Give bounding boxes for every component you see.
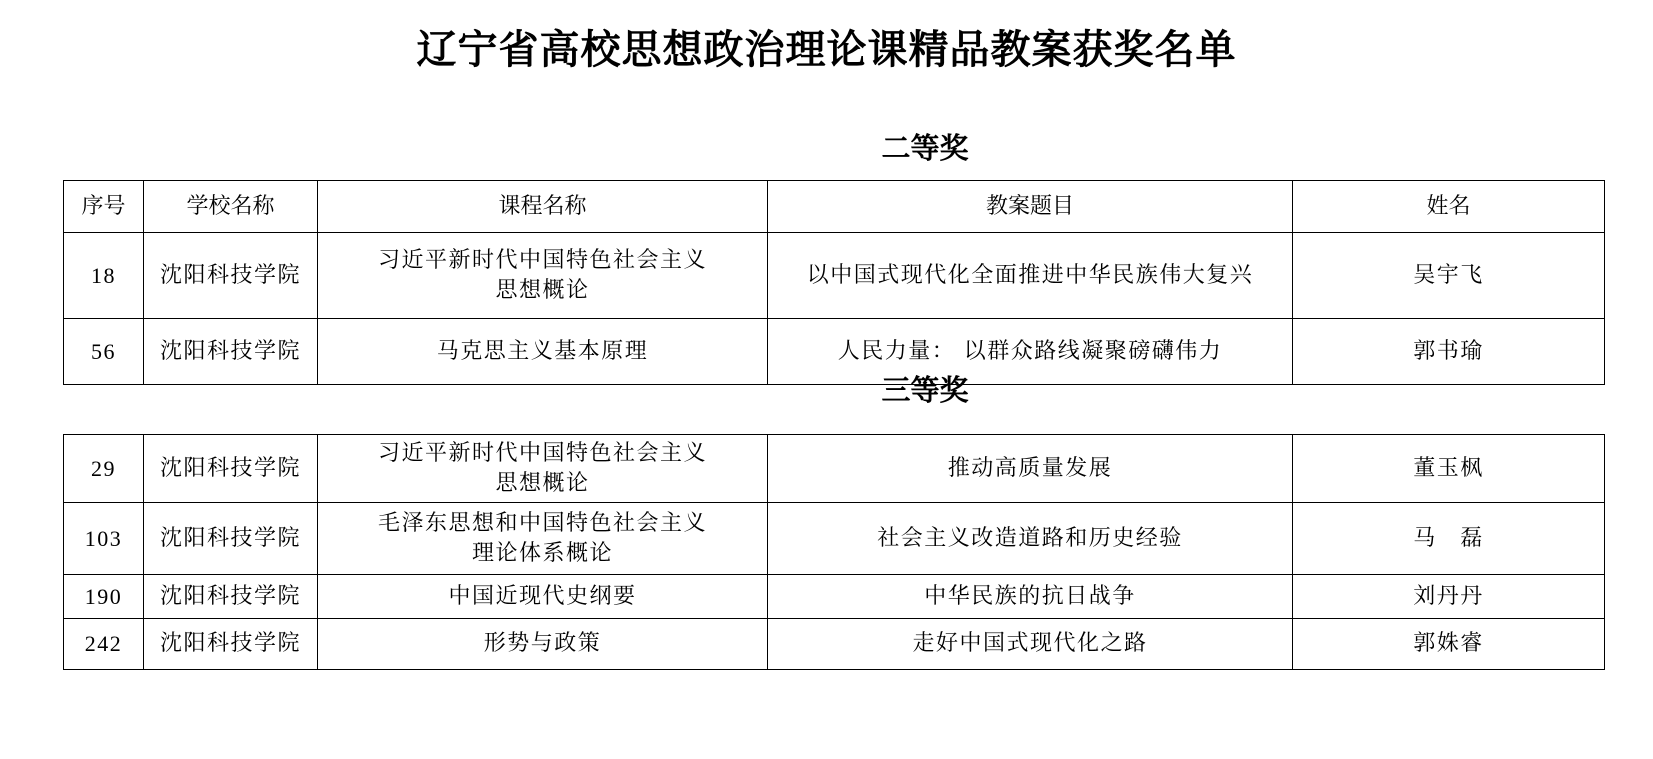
cell-topic: 人民力量： 以群众路线凝聚磅礴伟力: [768, 319, 1293, 385]
cell-topic: 以中国式现代化全面推进中华民族伟大复兴: [768, 233, 1293, 319]
cell-seq: 18: [64, 233, 144, 319]
course-line: 习近平新时代中国特色社会主义: [377, 440, 707, 466]
cell-name: 刘丹丹: [1293, 575, 1605, 619]
course-line: 毛泽东思想和中国特色社会主义: [377, 510, 707, 536]
cell-school: 沈阳科技学院: [144, 233, 318, 319]
table-row: [64, 503, 1605, 575]
cell-course: [318, 503, 768, 575]
table-row: [64, 233, 1605, 319]
table-row: [64, 319, 1605, 385]
course-line: 习近平新时代中国特色社会主义: [377, 247, 707, 273]
course-line: 形势与政策: [483, 631, 602, 656]
course-line: 马克思主义基本原理: [436, 338, 649, 364]
cell-school: 沈阳科技学院: [144, 575, 318, 619]
cell-seq: 242: [64, 619, 144, 670]
header-name: 姓名: [1293, 181, 1605, 233]
course-line: 中国近现代史纲要: [448, 583, 637, 609]
cell-course: [318, 233, 768, 319]
cell-name: 马 磊: [1293, 503, 1605, 575]
third-prize-table: [63, 434, 1605, 670]
table-row: [64, 435, 1605, 503]
cell-course: [318, 319, 768, 385]
table-row: [64, 619, 1605, 670]
cell-seq: 29: [64, 435, 144, 503]
course-line: 思想概论: [495, 277, 590, 303]
cell-topic: 推动高质量发展: [768, 435, 1293, 503]
cell-course: [318, 575, 768, 619]
cell-school: 沈阳科技学院: [144, 435, 318, 503]
cell-school: 沈阳科技学院: [144, 319, 318, 385]
header-topic: 教案题目: [768, 181, 1293, 233]
page-title: 辽宁省高校思想政治理论课精品教案获奖名单: [416, 26, 1237, 73]
cell-school: 沈阳科技学院: [144, 503, 318, 575]
header-school: 学校名称: [144, 181, 318, 233]
header-seq: 序号: [64, 181, 144, 233]
section-heading-third-prize: 三等奖: [881, 373, 969, 407]
section-heading-second-prize: 二等奖: [881, 131, 969, 165]
cell-name: 郭书瑜: [1293, 319, 1605, 385]
second-prize-table: [63, 180, 1605, 385]
table-row: [64, 575, 1605, 619]
cell-topic: 走好中国式现代化之路: [768, 619, 1293, 670]
cell-name: 董玉枫: [1293, 435, 1605, 503]
cell-topic: 社会主义改造道路和历史经验: [768, 503, 1293, 575]
cell-name: 吴宇飞: [1293, 233, 1605, 319]
cell-seq: 190: [64, 575, 144, 619]
table-header-row: [64, 181, 1605, 233]
course-line: 思想概论: [495, 470, 590, 496]
cell-course: [318, 435, 768, 503]
cell-topic: 中华民族的抗日战争: [768, 575, 1293, 619]
header-course: 课程名称: [318, 181, 768, 233]
cell-seq: 103: [64, 503, 144, 575]
course-line: 理论体系概论: [471, 540, 613, 566]
cell-seq: 56: [64, 319, 144, 385]
cell-course: [318, 619, 768, 670]
cell-name: 郭姝睿: [1293, 619, 1605, 670]
cell-school: 沈阳科技学院: [144, 619, 318, 670]
